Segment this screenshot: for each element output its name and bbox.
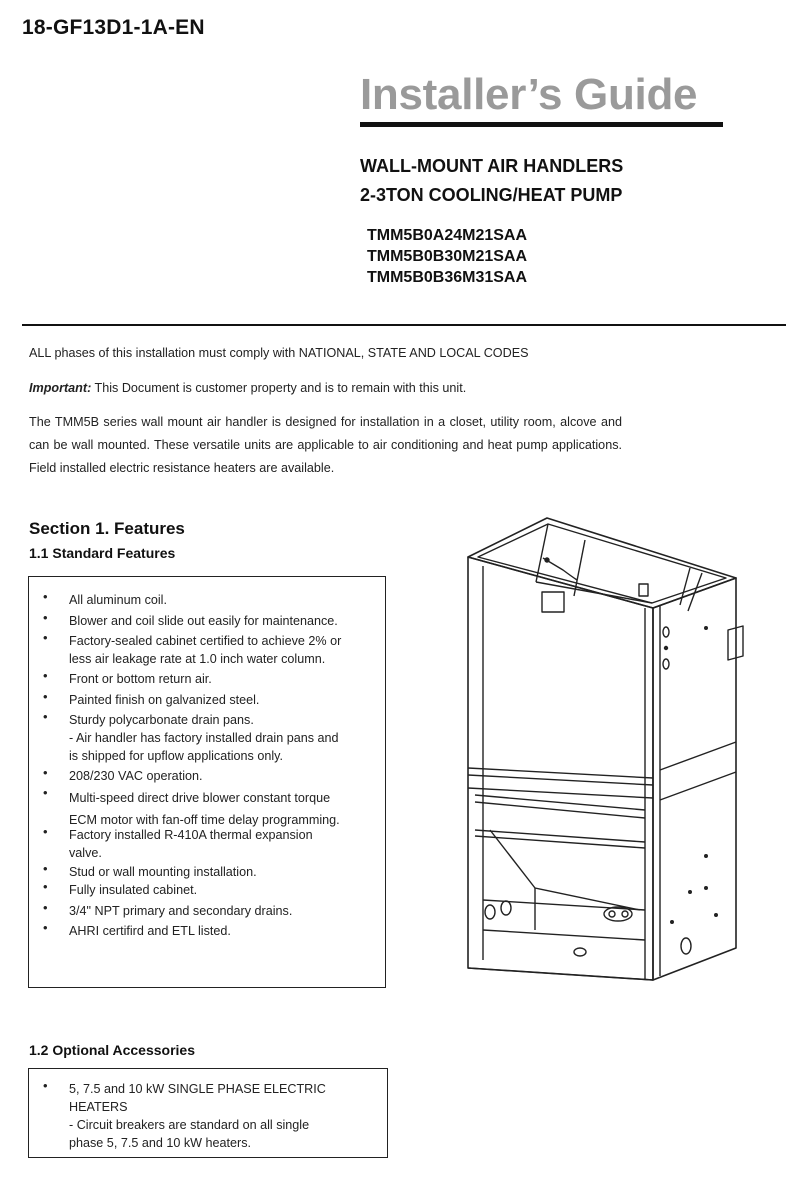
optional-accessories-box: • 5, 7.5 and 10 kW SINGLE PHASE ELECTRIC HEATERS - Circuit breakers are standard on all single phase 5, 7.5 and 10 kW heaters. <box>28 1068 388 1158</box>
bullet: • <box>43 689 48 704</box>
standard-features-title: 1.1 Standard Features <box>29 545 176 561</box>
title-underline <box>360 122 723 127</box>
guide-title: Installer’s Guide <box>360 70 698 119</box>
bullet: • <box>43 920 48 935</box>
bullet: • <box>43 861 48 876</box>
product-subtitle: WALL-MOUNT AIR HANDLERS <box>360 156 624 176</box>
front-panel-illustration <box>468 557 653 980</box>
codes-note: ALL phases of this installation must comply with NATIONAL, STATE AND LOCAL CODES <box>29 346 529 360</box>
important-label: Important: <box>29 381 92 395</box>
model-number: TMM5B0B36M31SAA <box>367 269 528 286</box>
model-number: TMM5B0A24M21SAA <box>367 227 528 244</box>
standard-features-box: • All aluminum coil. • Blower and coil slide out easily for maintenance. • Factory-sealed cabinet certified to achieve 2% or less air leakage rate at 1.0 inch water column. • Front or bottom return air. • Painted finish on galvanized steel. • Sturdy polycarbonate drain pans. - Air handler has factory installed drain pans and is shipped for upflow applications only. • 208/230 VAC operation. • Multi-speed direct drive blower constant torque ECM motor with fan-off time delay programming. • Factory installed R-410A thermal expansion valve. • Stud or wall mounting installation. • Fully insulated cabinet. • 3/4" NPT primary and secondary drains. • AHRI certifird and ETL listed. <box>28 576 386 988</box>
important-note <box>29 377 622 400</box>
optional-accessories-title: 1.2 Optional Accessories <box>29 1042 195 1058</box>
bullet: • <box>43 879 48 894</box>
top-frame-illustration <box>468 518 736 611</box>
section-title: Section 1. Features <box>29 519 185 538</box>
bullet: • <box>43 1078 48 1093</box>
bullet: • <box>43 900 48 915</box>
product-description: The TMM5B series wall mount air handler is designed for installation in a closet, utility room, alcove and can be wall mounted. These versatile units are applicable to air conditioning and heat pump applications. Field installed electric resistance heaters are available. <box>29 415 622 475</box>
bullet: • <box>43 589 48 604</box>
document-code: 18-GF13D1-1A-EN <box>22 16 205 39</box>
bullet: • <box>43 824 48 839</box>
return-opening-illustration <box>468 888 653 980</box>
bullet: • <box>43 765 48 780</box>
bullet: • <box>43 785 48 800</box>
model-number: TMM5B0B30M21SAA <box>367 248 528 265</box>
air-handler-illustration <box>440 510 770 990</box>
bullet: • <box>43 610 48 625</box>
header-divider <box>22 324 786 326</box>
bullet: • <box>43 709 48 724</box>
side-panel-illustration <box>653 578 743 980</box>
bullet: • <box>43 668 48 683</box>
bullet: • <box>43 630 48 645</box>
capacity-subtitle: 2-3TON COOLING/HEAT PUMP <box>360 185 623 205</box>
important-text: This Document is customer property and is to remain with this unit. <box>91 381 467 395</box>
